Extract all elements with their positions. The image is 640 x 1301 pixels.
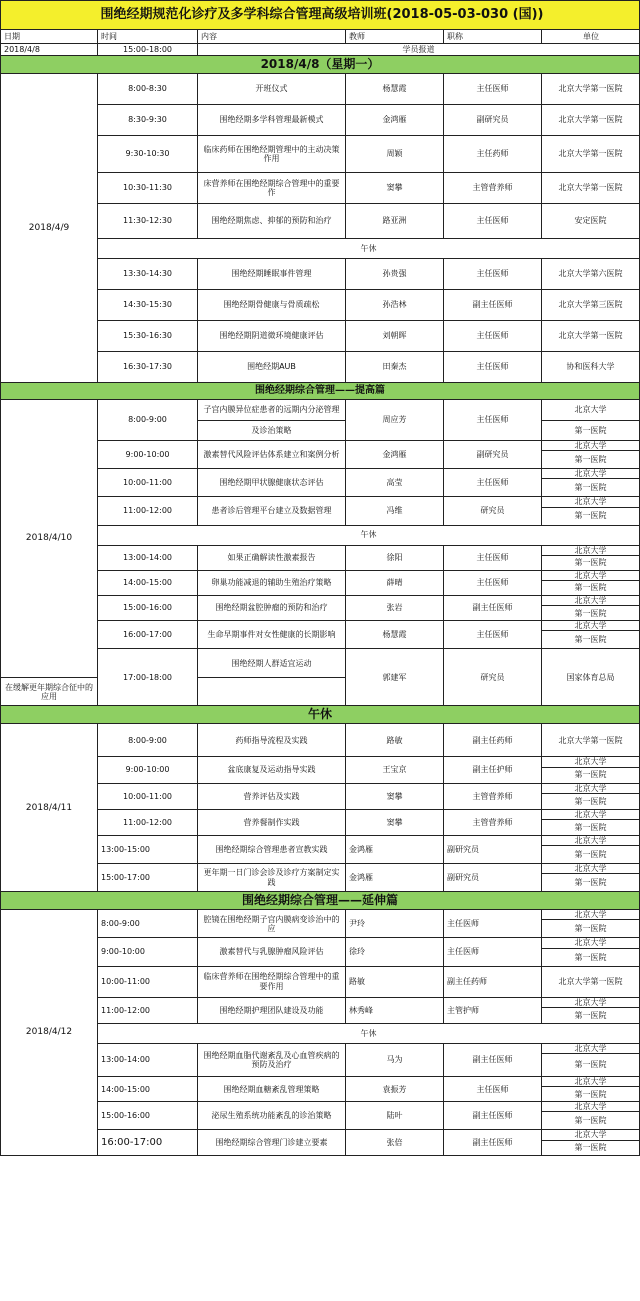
session-rank: 副主任医师 [444, 290, 542, 321]
day-date: 2018/4/12 [1, 910, 98, 1155]
day2-section [1, 400, 640, 706]
session-time: 11:00-12:00 [98, 497, 198, 525]
session-content: 围绝经期阴道微环境健康评估 [198, 321, 346, 352]
session-time: 16:00-17:00 [98, 1130, 198, 1155]
session-rank: 研究员 [444, 649, 542, 706]
session-teacher: 路敏 [346, 724, 444, 757]
session-unit: 北京大学第一医院 [542, 74, 640, 105]
session-content: 围绝经期睡眠事件管理 [198, 259, 346, 290]
session-teacher: 金鸿雁 [346, 105, 444, 136]
session-unit-line1: 北京大学 [542, 1130, 640, 1140]
banner-day1: 2018/4/8（星期一） [1, 56, 640, 74]
session-unit: 北京大学第三医院 [542, 290, 640, 321]
session-unit-line2: 第一医院 [542, 819, 640, 835]
banner-lunch: 午休 [1, 706, 640, 724]
session-teacher: 杨慧霞 [346, 74, 444, 105]
session-teacher: 薛晴 [346, 570, 444, 595]
session-rank: 主任医师 [444, 938, 542, 966]
session-unit-line1: 北京大学 [542, 595, 640, 605]
session-rank: 主任医师 [444, 570, 542, 595]
session-time: 15:00-17:00 [98, 864, 198, 892]
session-rank: 主任医师 [444, 321, 542, 352]
session-time: 15:00-16:00 [98, 595, 198, 620]
session-time: 8:00-9:00 [98, 910, 198, 938]
session-content: 腔镜在围绝经期子宫内膜病变诊治中的应 [198, 910, 346, 938]
session-teacher: 金鸿雁 [346, 864, 444, 892]
session-unit: 北京大学第一医院 [542, 966, 640, 997]
banner-day2: 围绝经期综合管理——提高篇 [1, 383, 640, 400]
session-rank: 副主任医师 [444, 595, 542, 620]
session-time: 11:30-12:30 [98, 204, 198, 239]
session-time: 9:00-10:00 [98, 441, 198, 469]
session-time: 8:00-9:00 [98, 724, 198, 757]
day-date: 2018/4/10 [1, 400, 98, 678]
session-time: 11:00-12:00 [98, 997, 198, 1023]
session-unit-line2: 第一医院 [542, 580, 640, 595]
session-unit-line2: 第一医院 [542, 606, 640, 621]
session-unit-line2: 第一医院 [542, 920, 640, 938]
session-time: 15:30-16:30 [98, 321, 198, 352]
session-teacher: 袁振芳 [346, 1077, 444, 1102]
session-unit-line1: 北京大学 [542, 621, 640, 631]
session-unit-line1: 北京大学 [542, 757, 640, 767]
session-time: 14:30-15:30 [98, 290, 198, 321]
day1-section [1, 74, 640, 383]
session-time: 13:00-14:00 [98, 1043, 198, 1076]
session-content: 围绝经期多学科管理最新模式 [198, 105, 346, 136]
session-time: 14:00-15:00 [98, 570, 198, 595]
session-rank: 主任医师 [444, 1077, 542, 1102]
session-content: 临床药师在围绝经期管理中的主动决策作用 [198, 136, 346, 173]
session-time: 15:00-16:00 [98, 1102, 198, 1130]
session-rank: 主任医师 [444, 74, 542, 105]
banner-row [1, 56, 640, 74]
session-teacher: 杨慧霞 [346, 621, 444, 649]
session-rank: 主任医师 [444, 352, 542, 383]
session-unit-line1: 北京大学 [542, 497, 640, 507]
session-teacher: 孙浩林 [346, 290, 444, 321]
session-time: 13:00-15:00 [98, 835, 198, 863]
session-teacher: 徐玲 [346, 938, 444, 966]
session-rank: 研究员 [444, 497, 542, 525]
session-rank: 主任医师 [444, 910, 542, 938]
session-teacher: 田秦杰 [346, 352, 444, 383]
session-content: 卵巢功能减退的辅助生殖治疗策略 [198, 570, 346, 595]
session-unit-line1: 北京大学 [542, 783, 640, 793]
session-content: 床营养师在围绝经期综合管理中的重要作 [198, 173, 346, 204]
header-teacher: 教师 [346, 30, 444, 44]
session-content: 子宫内膜异位症患者的远期内分泌管理 [198, 400, 346, 421]
day-date: 2018/4/9 [1, 74, 98, 383]
session-unit-line1: 北京大学 [542, 835, 640, 845]
session-unit: 安定医院 [542, 204, 640, 239]
session-time: 8:00-8:30 [98, 74, 198, 105]
schedule-row [1, 910, 640, 920]
session-rank: 副主任医师 [444, 1130, 542, 1155]
session-content: 围绝经期骨健康与骨质疏松 [198, 290, 346, 321]
session-time: 10:00-11:00 [98, 469, 198, 497]
session-unit-line1: 北京大学 [542, 809, 640, 819]
session-rank: 主任医师 [444, 204, 542, 239]
session-unit: 北京大学第六医院 [542, 259, 640, 290]
banner-row [1, 892, 640, 910]
session-rank: 主任医师 [444, 545, 542, 570]
session-content: 围绝经期综合管理门诊建立要素 [198, 1130, 346, 1155]
session-time: 14:00-15:00 [98, 1077, 198, 1102]
arrival-date: 2018/4/8 [1, 44, 98, 56]
session-teacher: 张倍 [346, 1130, 444, 1155]
session-unit: 北京大学第一医院 [542, 105, 640, 136]
session-time: 9:00-10:00 [98, 938, 198, 966]
session-teacher: 路亚洲 [346, 204, 444, 239]
session-unit: 国家体育总局 [542, 649, 640, 706]
session-teacher: 王宝京 [346, 757, 444, 783]
session-content: 生命早期事件对女性健康的长期影响 [198, 621, 346, 649]
session-content: 营养餐制作实践 [198, 809, 346, 835]
session-time: 9:00-10:00 [98, 757, 198, 783]
session-teacher: 窦攀 [346, 809, 444, 835]
session-rank: 主任医师 [444, 469, 542, 497]
session-unit-line1: 北京大学 [542, 545, 640, 555]
session-rank: 副主任医师 [444, 1043, 542, 1076]
session-unit-line1: 北京大学 [542, 400, 640, 421]
session-unit-line1: 北京大学 [542, 441, 640, 451]
session-content: 围绝经期血糖紊乱管理策略 [198, 1077, 346, 1102]
session-time: 13:00-14:00 [98, 545, 198, 570]
lunch-label: 午休 [98, 525, 640, 545]
banner-row [1, 706, 640, 724]
session-content: 围绝经期护理团队建设及功能 [198, 997, 346, 1023]
session-content: 如果正确解读性激素报告 [198, 545, 346, 570]
day4-section [1, 910, 640, 1155]
session-unit-line1: 北京大学 [542, 1077, 640, 1087]
session-content-line2: 及诊治策略 [198, 421, 346, 441]
session-content: 营养评估及实践 [198, 783, 346, 809]
session-content: 围绝经期盆腔肿瘤的预防和治疗 [198, 595, 346, 620]
session-rank: 副主任护师 [444, 757, 542, 783]
arrival-time: 15:00-18:00 [98, 44, 198, 56]
session-rank: 主任医师 [444, 621, 542, 649]
session-teacher: 周应芳 [346, 400, 444, 441]
session-unit: 北京大学第一医院 [542, 136, 640, 173]
session-rank: 副主任药师 [444, 966, 542, 997]
schedule-row [1, 400, 640, 421]
session-rank: 主管营养师 [444, 809, 542, 835]
header-rank: 职称 [444, 30, 542, 44]
session-teacher: 张岩 [346, 595, 444, 620]
session-time: 9:30-10:30 [98, 136, 198, 173]
session-teacher: 路敏 [346, 966, 444, 997]
session-time: 16:00-17:00 [98, 621, 198, 649]
session-rank: 主管护师 [444, 997, 542, 1023]
session-unit-line1: 北京大学 [542, 938, 640, 948]
session-rank: 副研究员 [444, 441, 542, 469]
session-time: 8:00-9:00 [98, 400, 198, 441]
session-content: 盆底康复及运动指导实践 [198, 757, 346, 783]
session-unit: 北京大学第一医院 [542, 173, 640, 204]
session-content: 围绝经期人群适宜运动 [198, 649, 346, 678]
session-teacher: 窦攀 [346, 783, 444, 809]
day3-section [1, 724, 640, 892]
session-unit-line2: 第一医院 [542, 1007, 640, 1023]
session-unit-line2: 第一医院 [542, 948, 640, 966]
session-rank: 主任医师 [444, 259, 542, 290]
title-row [1, 1, 640, 30]
session-content: 开班仪式 [198, 74, 346, 105]
session-time: 10:30-11:30 [98, 173, 198, 204]
session-teacher: 金鸿雁 [346, 835, 444, 863]
session-content: 药师指导流程及实践 [198, 724, 346, 757]
session-content: 围绝经期综合管理患者宣教实践 [198, 835, 346, 863]
session-teacher: 孙贵强 [346, 259, 444, 290]
session-teacher: 高莹 [346, 469, 444, 497]
session-unit-line1: 北京大学 [542, 864, 640, 874]
schedule-row [1, 724, 640, 757]
day-date: 2018/4/11 [1, 724, 98, 892]
session-content: 更年期一日门诊会诊及诊疗方案制定实践 [198, 864, 346, 892]
arrival-content: 学员报道 [198, 44, 640, 56]
session-unit: 协和医科大学 [542, 352, 640, 383]
arrival-row [1, 44, 640, 56]
session-teacher: 金鸿雁 [346, 441, 444, 469]
session-content-line2: 在缓解更年期综合征中的应用 [1, 678, 98, 706]
banner-day4: 围绝经期综合管理——延伸篇 [1, 892, 640, 910]
header-content: 内容 [198, 30, 346, 44]
header-date: 日期 [1, 30, 98, 44]
session-content: 患者诊后管理平台建立及数据管理 [198, 497, 346, 525]
session-unit-line2: 第一医院 [542, 555, 640, 570]
session-time: 10:00-11:00 [98, 783, 198, 809]
session-content: 临床营养师在围绝经期综合管理中的重要作用 [198, 966, 346, 997]
session-teacher: 林秀峰 [346, 997, 444, 1023]
session-time: 10:00-11:00 [98, 966, 198, 997]
session-unit-line2: 第一医院 [542, 1054, 640, 1077]
session-rank: 副研究员 [444, 835, 542, 863]
session-time: 13:30-14:30 [98, 259, 198, 290]
session-unit-line2: 第一医院 [542, 421, 640, 441]
session-content: 围绝经期血脂代谢紊乱及心血管疾病的预防及治疗 [198, 1043, 346, 1076]
session-content: 激素替代与乳腺肿瘤风险评估 [198, 938, 346, 966]
session-rank: 主任药师 [444, 136, 542, 173]
session-unit-line1: 北京大学 [542, 1043, 640, 1053]
session-teacher: 冯维 [346, 497, 444, 525]
session-unit-line1: 北京大学 [542, 910, 640, 920]
session-unit-line2: 第一医院 [542, 793, 640, 809]
session-unit-line2: 第一医院 [542, 1140, 640, 1155]
session-unit-line2: 第一医院 [542, 631, 640, 649]
session-unit-line2: 第一医院 [542, 846, 640, 864]
session-rank: 副研究员 [444, 105, 542, 136]
session-rank: 副研究员 [444, 864, 542, 892]
session-rank: 主管营养师 [444, 173, 542, 204]
header-unit: 单位 [542, 30, 640, 44]
session-teacher: 周颖 [346, 136, 444, 173]
session-unit-line2: 第一医院 [542, 451, 640, 469]
session-unit: 北京大学第一医院 [542, 321, 640, 352]
session-teacher: 郭建军 [346, 649, 444, 706]
session-teacher: 尹玲 [346, 910, 444, 938]
session-teacher: 陆叶 [346, 1102, 444, 1130]
header-time: 时间 [98, 30, 198, 44]
session-content: 围绝经期甲状腺健康状态评估 [198, 469, 346, 497]
session-rank: 副主任医师 [444, 1102, 542, 1130]
session-teacher: 刘朝晖 [346, 321, 444, 352]
session-unit: 北京大学第一医院 [542, 724, 640, 757]
session-time: 8:30-9:30 [98, 105, 198, 136]
session-unit-line2: 第一医院 [542, 1087, 640, 1102]
session-unit-line1: 北京大学 [542, 1102, 640, 1112]
session-unit-line2: 第一医院 [542, 1112, 640, 1130]
session-unit-line2: 第一医院 [542, 507, 640, 525]
session-content: 围绝经期AUB [198, 352, 346, 383]
session-time: 16:30-17:30 [98, 352, 198, 383]
session-time: 11:00-12:00 [98, 809, 198, 835]
banner-row [1, 383, 640, 400]
lunch-label: 午休 [98, 239, 640, 259]
session-content: 激素替代风险评估体系建立和案例分析 [198, 441, 346, 469]
session-unit-line1: 北京大学 [542, 469, 640, 479]
session-rank: 主管营养师 [444, 783, 542, 809]
session-unit-line1: 北京大学 [542, 570, 640, 580]
sheet-title: 围绝经期规范化诊疗及多学科综合管理高级培训班(2018-05-03-030 (国)) [1, 1, 640, 30]
session-unit-line2: 第一医院 [542, 874, 640, 892]
session-content: 围绝经期焦虑、抑郁的预防和治疗 [198, 204, 346, 239]
session-rank: 副主任药师 [444, 724, 542, 757]
header-row [1, 30, 640, 44]
session-time: 17:00-18:00 [98, 649, 198, 706]
session-unit-line1: 北京大学 [542, 997, 640, 1007]
session-teacher: 窦攀 [346, 173, 444, 204]
lunch-label: 午休 [98, 1023, 640, 1043]
schedule-row [1, 74, 640, 105]
session-teacher: 马为 [346, 1043, 444, 1076]
session-unit-line2: 第一医院 [542, 767, 640, 783]
session-teacher: 徐阳 [346, 545, 444, 570]
session-content: 泌尿生殖系统功能紊乱的诊治策略 [198, 1102, 346, 1130]
session-unit-line2: 第一医院 [542, 479, 640, 497]
session-rank: 主任医师 [444, 400, 542, 441]
